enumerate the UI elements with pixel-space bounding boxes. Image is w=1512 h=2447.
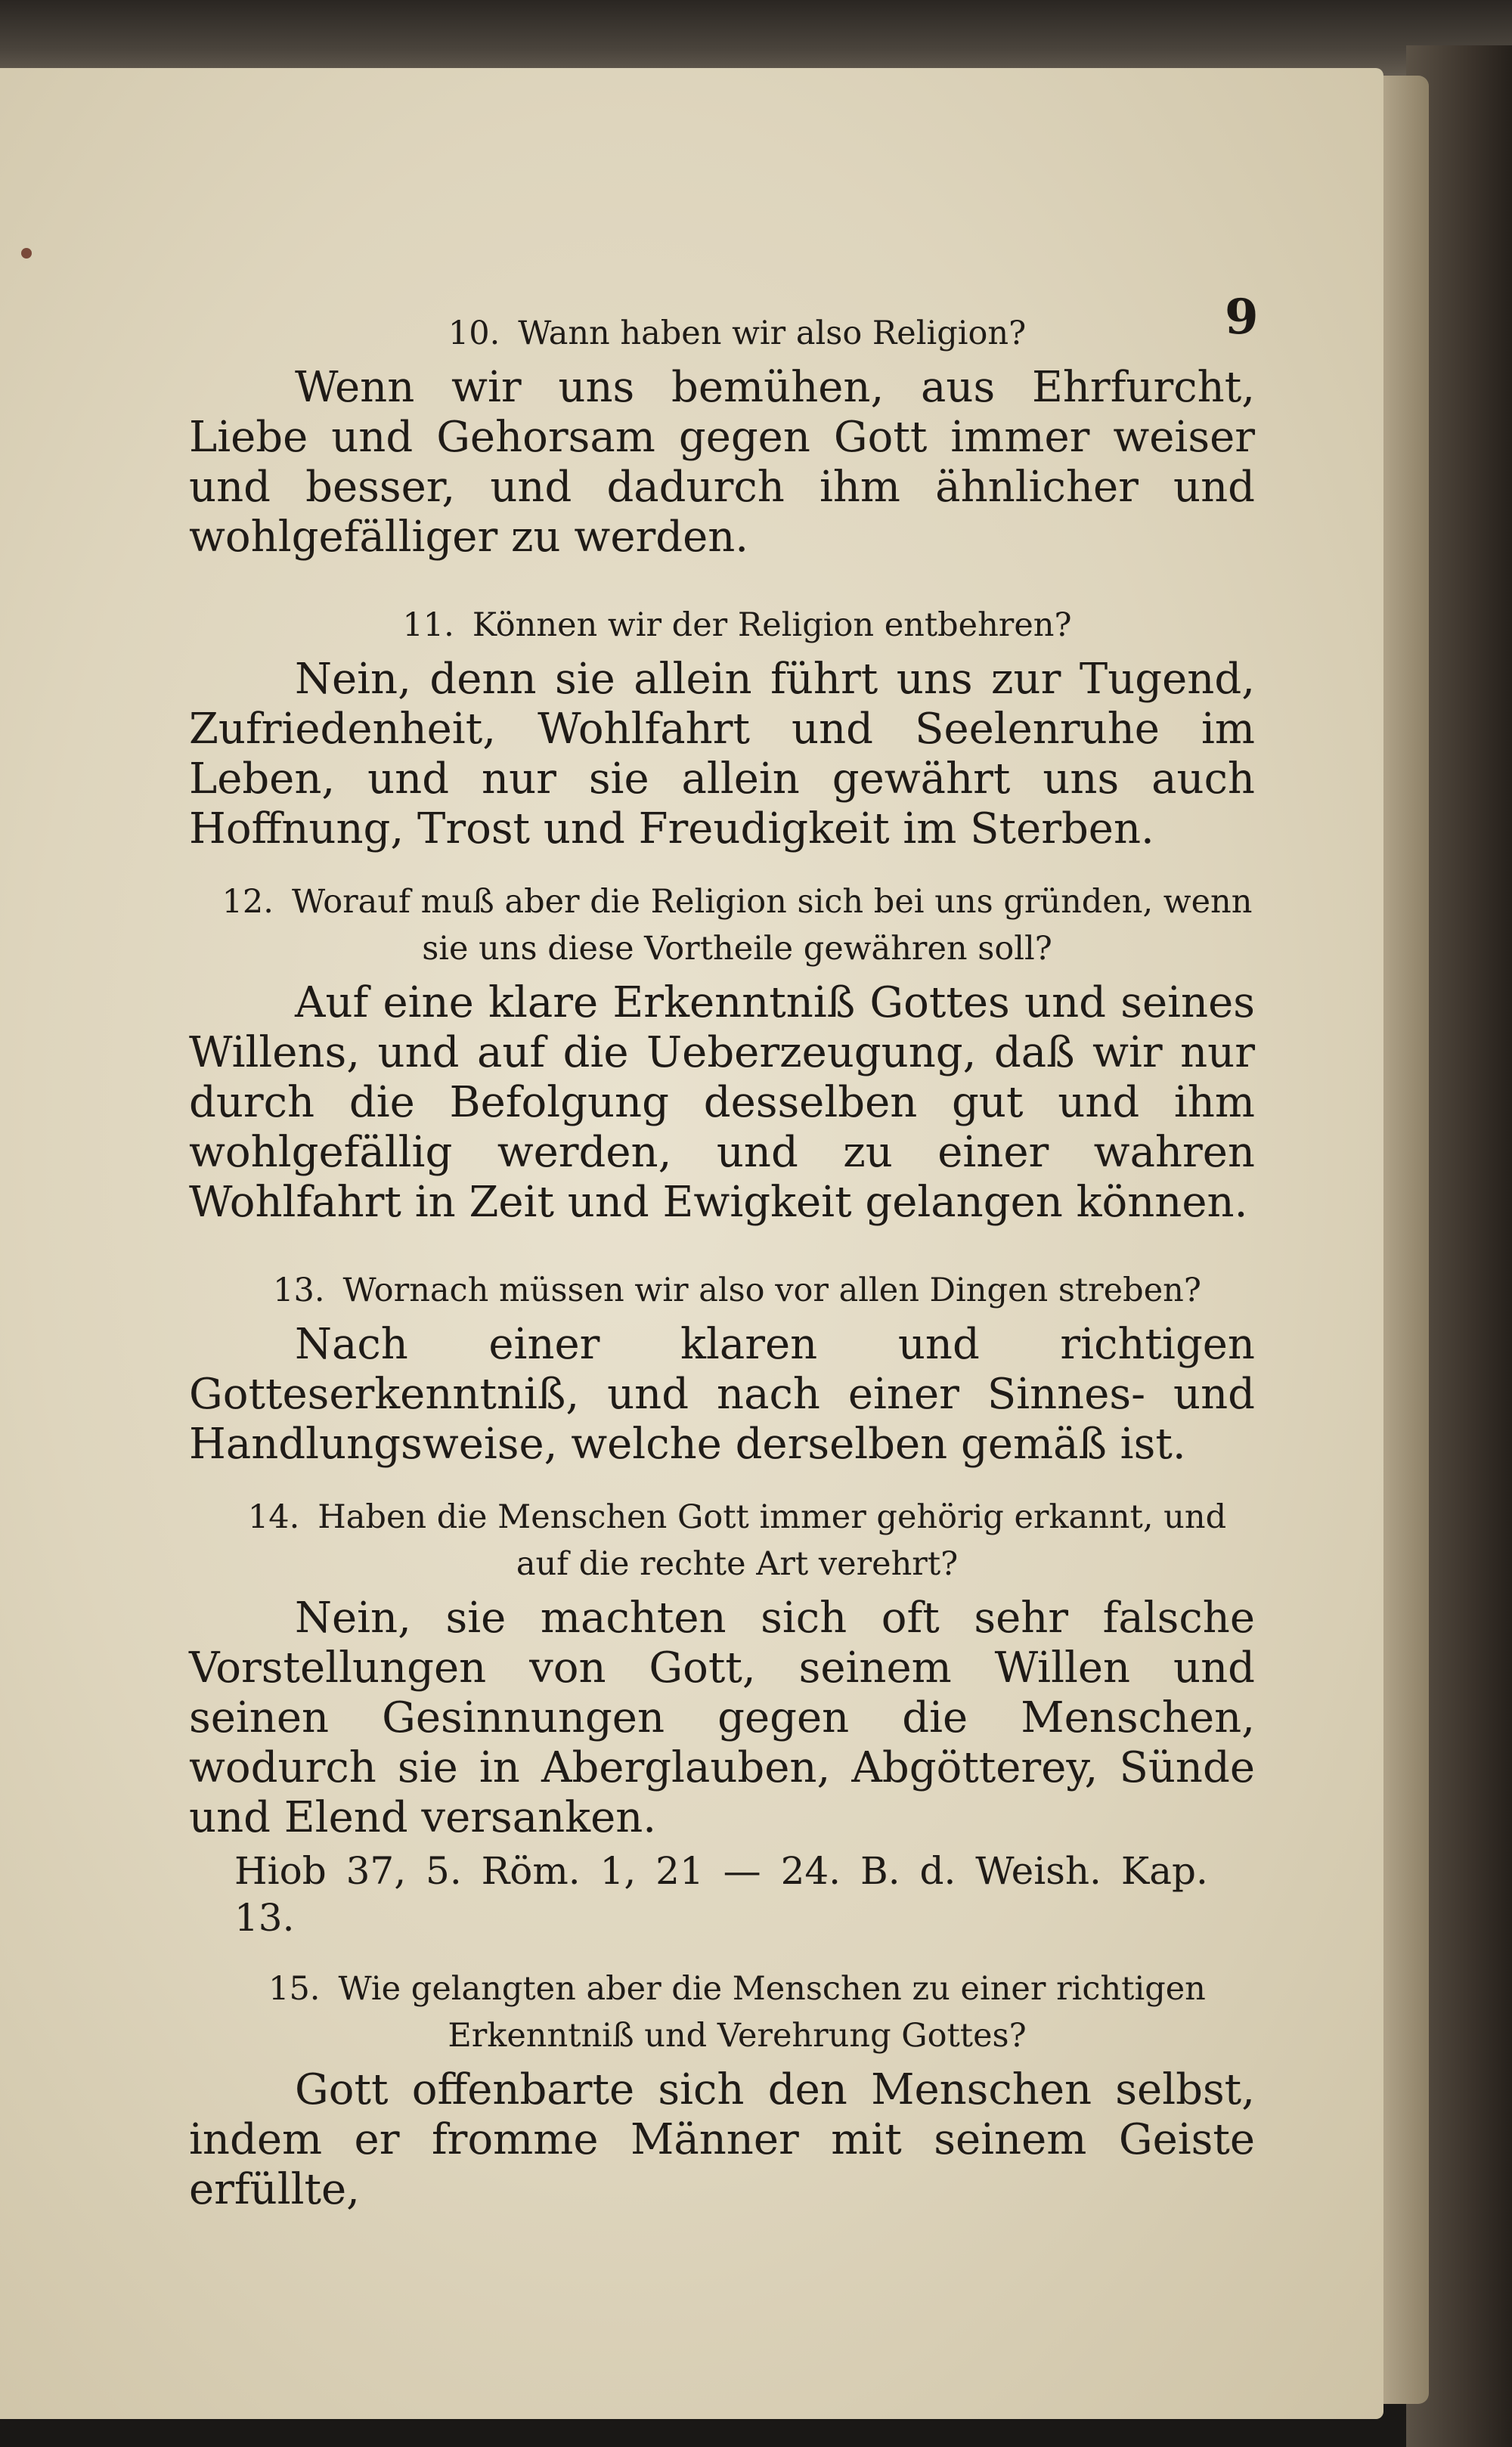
answer-paragraph: Auf eine klare Erkenntniß Gottes und seines Willens, und auf die Ueberzeugung, daß wir nur durch die Befolgung desselben gut und ihm wohlgefällig werden, und zu einer wahren Wohlfahrt in Zeit und Ewigkeit gelangen können. [189, 978, 1255, 1227]
answer-paragraph: Nach einer klaren und richtigen Gotteserkenntniß, und nach einer Sinnes- und Handlungsweise, welche derselben gemäß ist. [189, 1320, 1255, 1469]
question-heading [189, 602, 1255, 649]
question-heading [189, 1965, 1255, 2059]
scripture-reference: Hiob 37, 5. Röm. 1, 21 — 24. B. d. Weish. Kap. 13. [234, 1849, 1208, 1940]
question-heading [189, 1267, 1255, 1314]
question-number: 15. [268, 1970, 321, 2008]
question-number: 10. [448, 314, 500, 352]
answer-paragraph: Nein, denn sie allein führt uns zur Tugend, Zufriedenheit, Wohlfahrt und Seelenruhe im Leben, und nur sie allein gewährt uns auch Hoffnung, Trost und Freudigkeit im Sterben. [189, 655, 1255, 853]
question-number: 13. [273, 1272, 325, 1309]
question-text: Haben die Menschen Gott immer gehörig erkannt, und auf die rechte Art verehrt? [318, 1498, 1227, 1583]
question-text: Wann haben wir also Religion? [518, 314, 1027, 352]
question-text: Wie gelangten aber die Menschen zu einer richtigen Erkenntniß und Verehrung Gottes? [338, 1970, 1206, 2055]
answer-paragraph: Gott offenbarte sich den Menschen selbst, indem er fromme Männer mit seinem Geiste erfüllte, [189, 2065, 1255, 2214]
question-heading [189, 310, 1255, 357]
page-text [189, 310, 1255, 2215]
page-number: 9 [1225, 289, 1259, 345]
answer-paragraph: Nein, sie machten sich oft sehr falsche Vorstellungen von Gott, seinem Willen und seinen Gesinnungen gegen die Menschen, wodurch sie in Aberglauben, Abgötterey, Sünde und Elend versanken. [189, 1594, 1255, 1842]
question-text: Wornach müssen wir also vor allen Dingen streben? [342, 1272, 1201, 1309]
question-heading [189, 878, 1255, 972]
question-number: 14. [247, 1498, 300, 1536]
question-text: Worauf muß aber die Religion sich bei uns gründen, wenn sie uns diese Vortheile gewähren soll? [291, 883, 1253, 968]
question-text: Können wir der Religion entbehren? [472, 606, 1072, 644]
question-number: 12. [222, 883, 274, 921]
answer-paragraph: Wenn wir uns bemühen, aus Ehrfurcht, Liebe und Gehorsam gegen Gott immer weiser und besser, und dadurch ihm ähnlicher und wohlgefälliger zu werden. [189, 363, 1255, 562]
question-heading [189, 1494, 1255, 1587]
paper-stain [21, 248, 32, 259]
question-number: 11. [402, 606, 454, 644]
